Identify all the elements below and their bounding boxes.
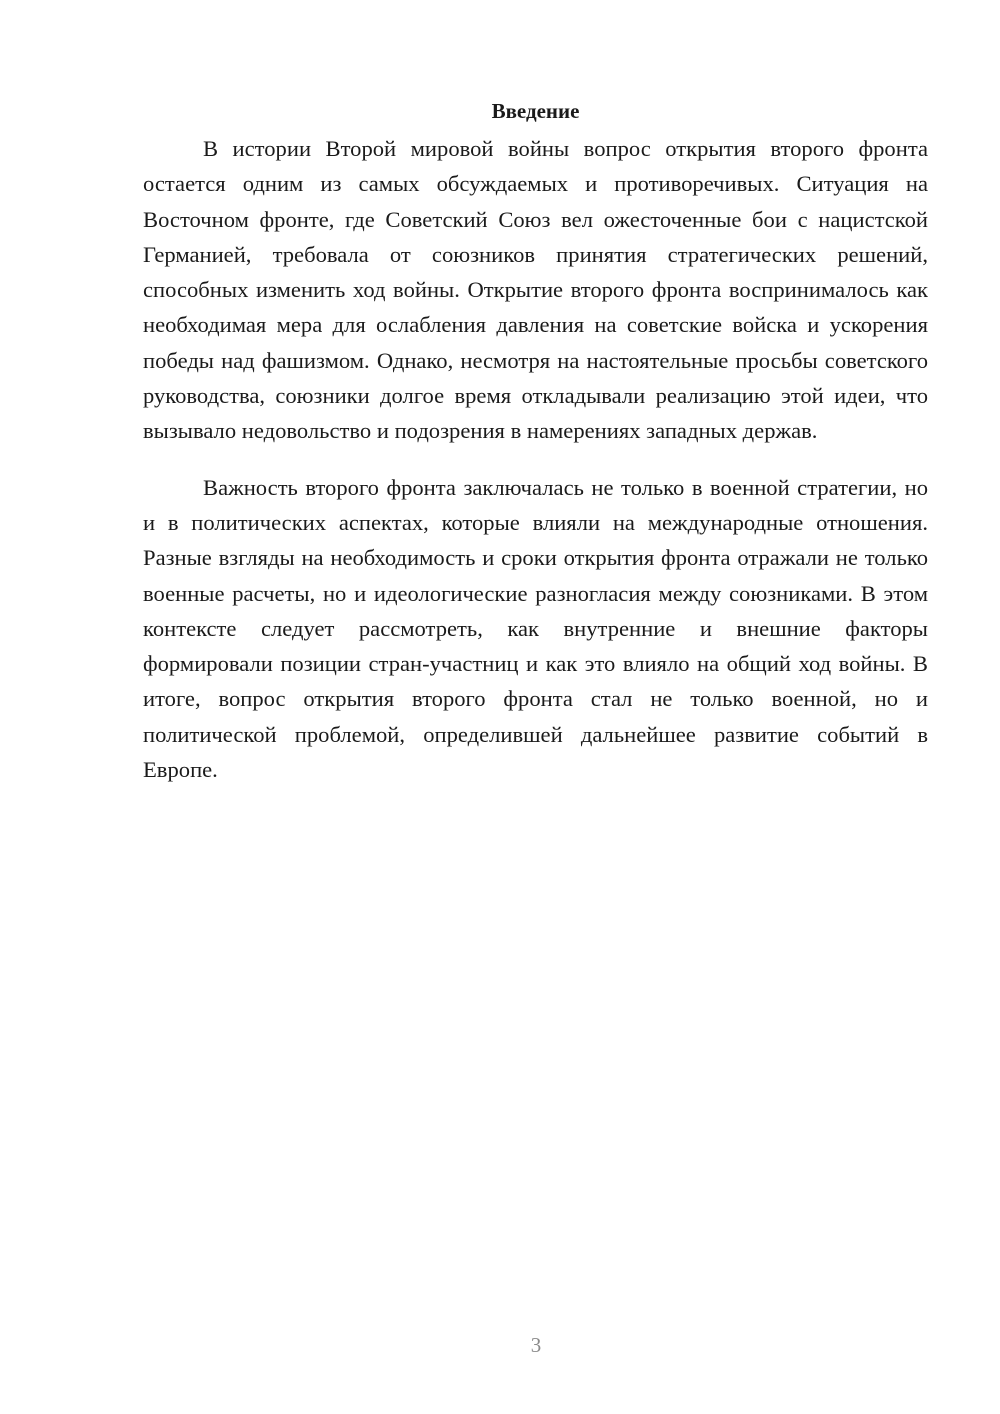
page-content [143,96,928,787]
page-number: 3 [530,1333,542,1357]
section-heading: Введение [491,99,580,123]
paragraph-1: В истории Второй мировой войны вопрос открытия второго фронта остается одним из самых обсуждаемых и противоречивых. Ситуация на Восточном фронте, где Советский Союз вел ожесточенные бои с нацистской Германией, требовала от союзников принятия стратегических решений, способных изменить ход войны. Открытие второго фронта воспринималось как необходимая мера для ослабления давления на советские войска и ускорения победы над фашизмом. Однако, несмотря на настоятельные просьбы советского руководства, союзники долгое время откладывали реализацию этой идеи, что вызывало недовольство и подозрения в намерениях западных держав. [143,136,928,444]
paragraph-2: Важность второго фронта заключалась не только в военной стратегии, но и в политических аспектах, которые влияли на международные отношения. Разные взгляды на необходимость и сроки открытия фронта отражали не только военные расчеты, но и идеологические разногласия между союзниками. В этом контексте следует рассмотреть, как внутренние и внешние факторы формировали позиции стран-участниц и как это влияло на общий ход войны. В итоге, вопрос открытия второго фронта стал не только военной, но и политической проблемой, определившей дальнейшее развитие событий в Европе. [143,474,928,783]
